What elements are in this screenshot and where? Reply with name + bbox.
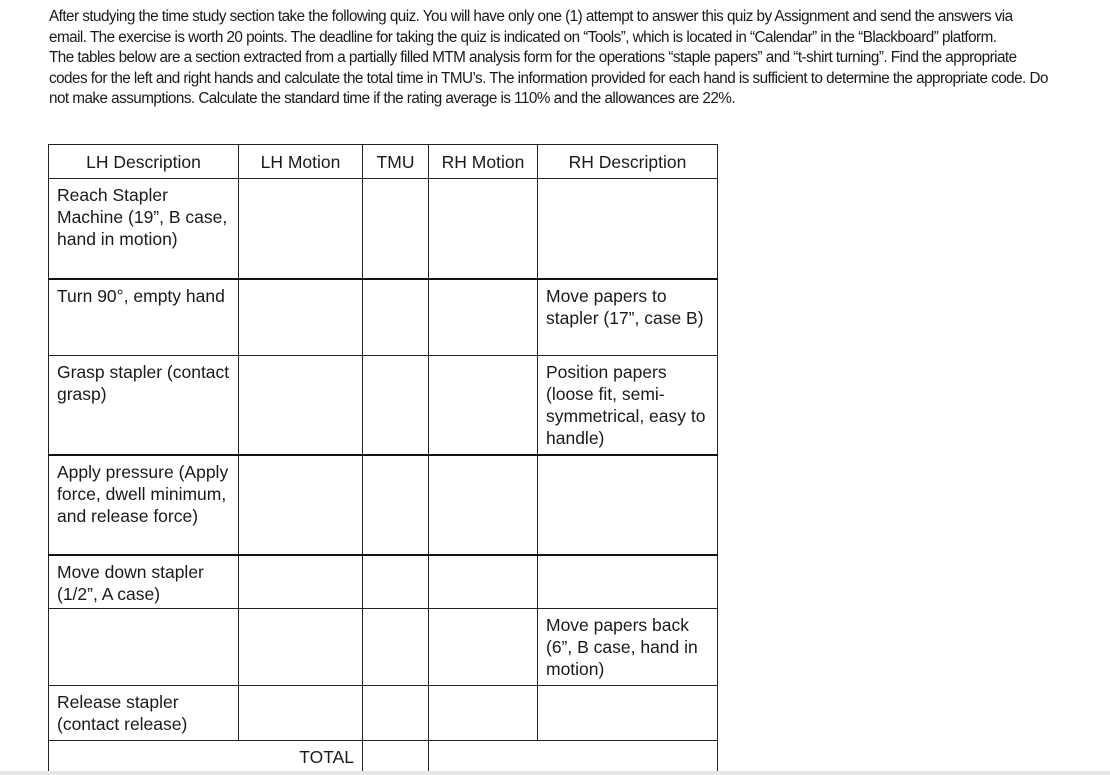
rh-description-cell [538, 555, 718, 609]
tmu-cell[interactable] [363, 179, 429, 279]
rh-description-cell [538, 179, 718, 279]
table-row [49, 686, 718, 741]
rh-description-text [538, 686, 717, 691]
rh-description-cell [538, 279, 718, 356]
tmu-cell[interactable] [363, 279, 429, 356]
lh-motion-text [239, 179, 362, 184]
rh-motion-cell[interactable] [429, 609, 538, 686]
lh-motion-cell[interactable] [239, 609, 363, 686]
rh-description-cell [538, 455, 718, 555]
rh-motion-text [429, 280, 537, 285]
tmu-cell[interactable] [363, 455, 429, 555]
rh-motion-cell[interactable] [429, 279, 538, 356]
lh-motion-cell[interactable] [239, 179, 363, 279]
tmu-text [363, 686, 428, 691]
tmu-text [363, 179, 428, 184]
header-lh-description: LH Description [49, 145, 239, 179]
lh-description-text: Turn 90°, empty hand [57, 285, 225, 306]
rh-description-text: Move papers back (6”, B case, hand in motion) [546, 615, 698, 679]
tmu-text [363, 609, 428, 614]
table-row [49, 609, 718, 686]
page-bottom-divider [0, 771, 1110, 775]
lh-description-text: Reach Stapler Machine (19”, B case, hand in motion) [57, 185, 228, 249]
lh-description-text: Move down stapler (1/2”, A case) [57, 561, 204, 604]
rh-motion-text [429, 609, 537, 614]
tmu-text [363, 356, 428, 361]
lh-description-text: Apply pressure (Apply force, dwell minimum, and release force) [57, 461, 229, 526]
quiz-instructions [49, 7, 1054, 110]
lh-motion-text [239, 686, 362, 691]
rh-description-text [538, 456, 717, 461]
lh-description-cell [49, 609, 239, 686]
lh-motion-text [239, 356, 362, 361]
rh-description-text [538, 179, 717, 184]
rh-motion-text [429, 556, 537, 561]
rh-description-text [538, 556, 717, 561]
lh-description-cell [49, 179, 239, 279]
lh-motion-cell[interactable] [239, 455, 363, 555]
rh-motion-cell[interactable] [429, 686, 538, 741]
lh-description-text: Release stapler (contact release) [57, 692, 188, 734]
header-rh-motion: RH Motion [429, 145, 538, 179]
rh-description-text: Move papers to stapler (17”, case B) [546, 285, 704, 328]
rh-motion-text [429, 686, 537, 691]
tmu-text [363, 456, 428, 461]
lh-motion-cell[interactable] [239, 356, 363, 455]
table-row [49, 179, 718, 279]
rh-motion-cell[interactable] [429, 455, 538, 555]
total-row [49, 741, 718, 773]
lh-description-cell [49, 356, 239, 455]
rh-motion-text [429, 179, 537, 184]
lh-description-cell [49, 555, 239, 609]
mtm-analysis-table [48, 144, 718, 773]
lh-motion-text [239, 609, 362, 614]
table-row [49, 356, 718, 455]
lh-motion-text [239, 556, 362, 561]
header-lh-motion: LH Motion [239, 145, 363, 179]
lh-description-text: Grasp stapler (contact grasp) [57, 362, 230, 404]
lh-description-cell [49, 279, 239, 356]
instructions-paragraph-1: After studying the time study section take the following quiz. You will have only one (1) attempt to answer this quiz by Assignment and send the answers via email. The exercise is worth 20 points. The deadline for taking the quiz is indicated on “Tools”, which is located in “Calendar” in the “Blackboard” platform. [49, 8, 1013, 46]
rh-motion-text [429, 356, 537, 361]
tmu-text [363, 556, 428, 561]
tmu-cell[interactable] [363, 555, 429, 609]
tmu-cell[interactable] [363, 356, 429, 455]
tmu-text [363, 280, 428, 285]
table-row [49, 279, 718, 356]
lh-description-cell [49, 686, 239, 741]
total-label: TOTAL [49, 741, 363, 773]
lh-description-text [49, 609, 238, 614]
rh-motion-cell[interactable] [429, 555, 538, 609]
rh-description-cell [538, 609, 718, 686]
rh-motion-cell[interactable] [429, 179, 538, 279]
lh-motion-text [239, 456, 362, 461]
lh-motion-text [239, 280, 362, 285]
instructions-paragraph-2: The tables below are a section extracted from a partially filled MTM analysis form for the operations “staple papers” and “t-shirt turning”. Find the appropriate codes for the left and right hands and calculate the total time in TMU’s. The information provided for each hand is sufficient to determine the appropriate code. Do not make assumptions. Calculate the standard time if the rating average is 110% and the allowances are 22%. [49, 49, 1048, 107]
table-header-row [49, 145, 718, 179]
lh-motion-cell[interactable] [239, 686, 363, 741]
table-row [49, 555, 718, 609]
rh-description-text: Position papers (loose fit, semi-symmetrical, easy to handle) [546, 362, 706, 448]
lh-description-cell [49, 455, 239, 555]
tmu-cell[interactable] [363, 686, 429, 741]
table-row [49, 455, 718, 555]
header-tmu: TMU [363, 145, 429, 179]
lh-motion-cell[interactable] [239, 555, 363, 609]
rh-description-cell [538, 356, 718, 455]
rh-motion-cell[interactable] [429, 356, 538, 455]
rh-description-cell [538, 686, 718, 741]
rh-motion-text [429, 456, 537, 461]
total-blank-cell [429, 741, 718, 773]
tmu-cell[interactable] [363, 609, 429, 686]
lh-motion-cell[interactable] [239, 279, 363, 356]
total-tmu-cell[interactable] [363, 741, 429, 773]
header-rh-description: RH Description [538, 145, 718, 179]
